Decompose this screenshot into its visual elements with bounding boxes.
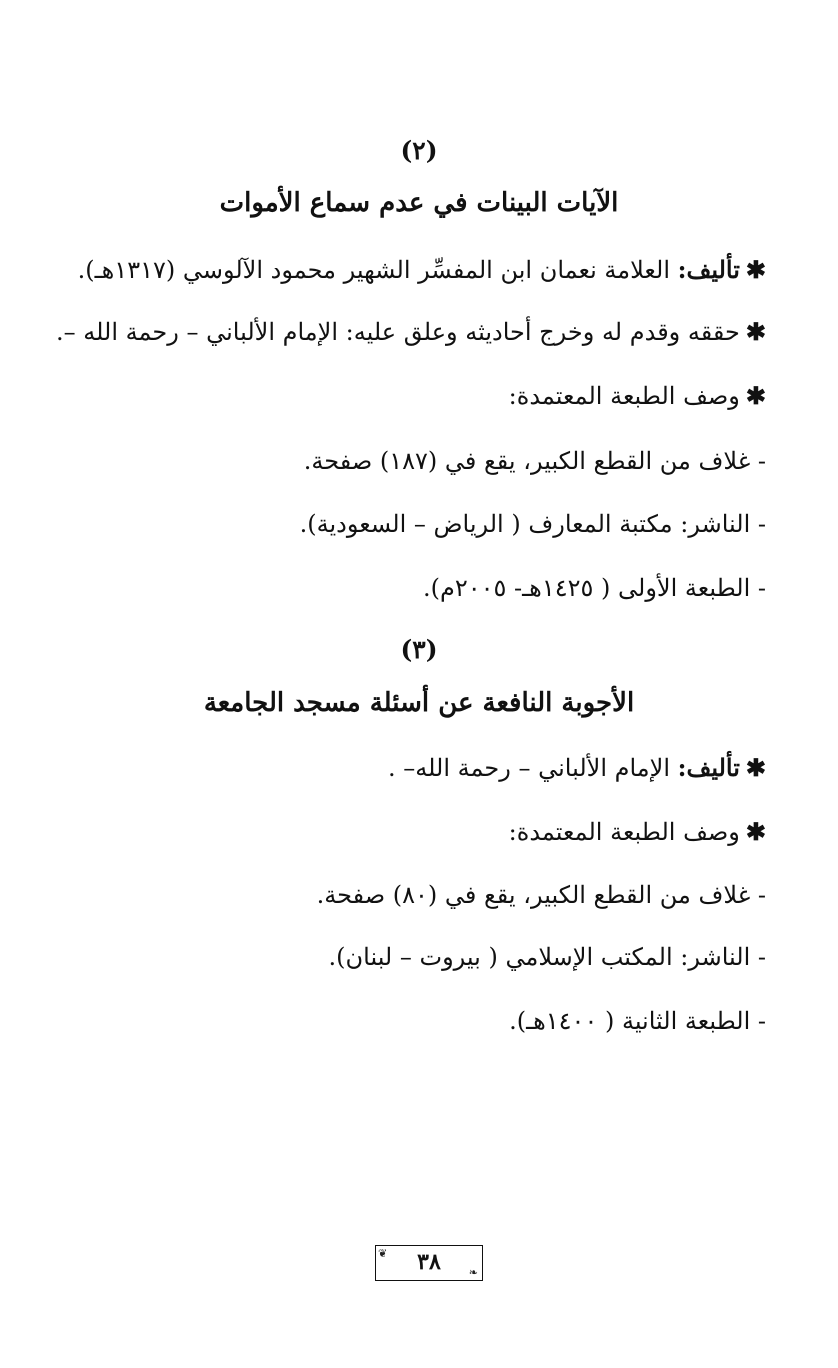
entry-number: (٢) xyxy=(400,136,438,165)
asterisk-icon: ✱ xyxy=(745,817,766,846)
entry-title: الأجوبة النافعة عن أسئلة مسجد الجامعة xyxy=(203,688,635,718)
detail-publisher: - الناشر: مكتبة المعارف ( الرياض – السعودية). xyxy=(299,510,766,538)
author-text: العلامة نعمان ابن المفسِّر الشهير محمود الآلوسي (١٣١٧هـ). xyxy=(77,256,670,284)
ornament-icon: ❦ xyxy=(378,1247,388,1260)
edition-heading: وصف الطبعة المعتمدة: xyxy=(508,382,740,410)
edition-heading-line xyxy=(66,815,766,849)
edition-heading: وصف الطبعة المعتمدة: xyxy=(508,818,740,846)
page-number-frame xyxy=(375,1245,483,1281)
author-line xyxy=(66,253,766,287)
entry-number: (٣) xyxy=(400,635,438,664)
author-text: الإمام الألباني – رحمة الله– . xyxy=(387,754,670,782)
asterisk-icon: ✱ xyxy=(745,381,766,410)
author-label: تأليف: xyxy=(677,255,740,284)
page-number: ٣٨ xyxy=(417,1249,441,1275)
asterisk-icon: ✱ xyxy=(745,753,766,782)
detail-publisher: - الناشر: المكتب الإسلامي ( بيروت – لبنان). xyxy=(328,943,766,971)
investigation-line xyxy=(55,315,766,349)
asterisk-icon: ✱ xyxy=(745,255,766,284)
detail-edition: - الطبعة الأولى ( ١٤٢٥هـ- ٢٠٠٥م). xyxy=(422,574,766,602)
detail-cover: - غلاف من القطع الكبير، يقع في (١٨٧) صفحة. xyxy=(303,447,766,475)
detail-cover: - غلاف من القطع الكبير، يقع في (٨٠) صفحة. xyxy=(316,881,766,909)
detail-edition: - الطبعة الثانية ( ١٤٠٠هـ). xyxy=(509,1007,766,1035)
asterisk-icon: ✱ xyxy=(745,317,766,346)
investigation-text: حققه وقدم له وخرج أحاديثه وعلق عليه: الإمام الألباني – رحمة الله –. xyxy=(55,318,740,346)
author-label: تأليف: xyxy=(677,753,740,782)
edition-heading-line xyxy=(66,379,766,413)
ornament-icon: ❧ xyxy=(468,1266,478,1279)
entry-title: الآيات البينات في عدم سماع الأموات xyxy=(219,188,619,218)
author-line xyxy=(66,751,766,785)
